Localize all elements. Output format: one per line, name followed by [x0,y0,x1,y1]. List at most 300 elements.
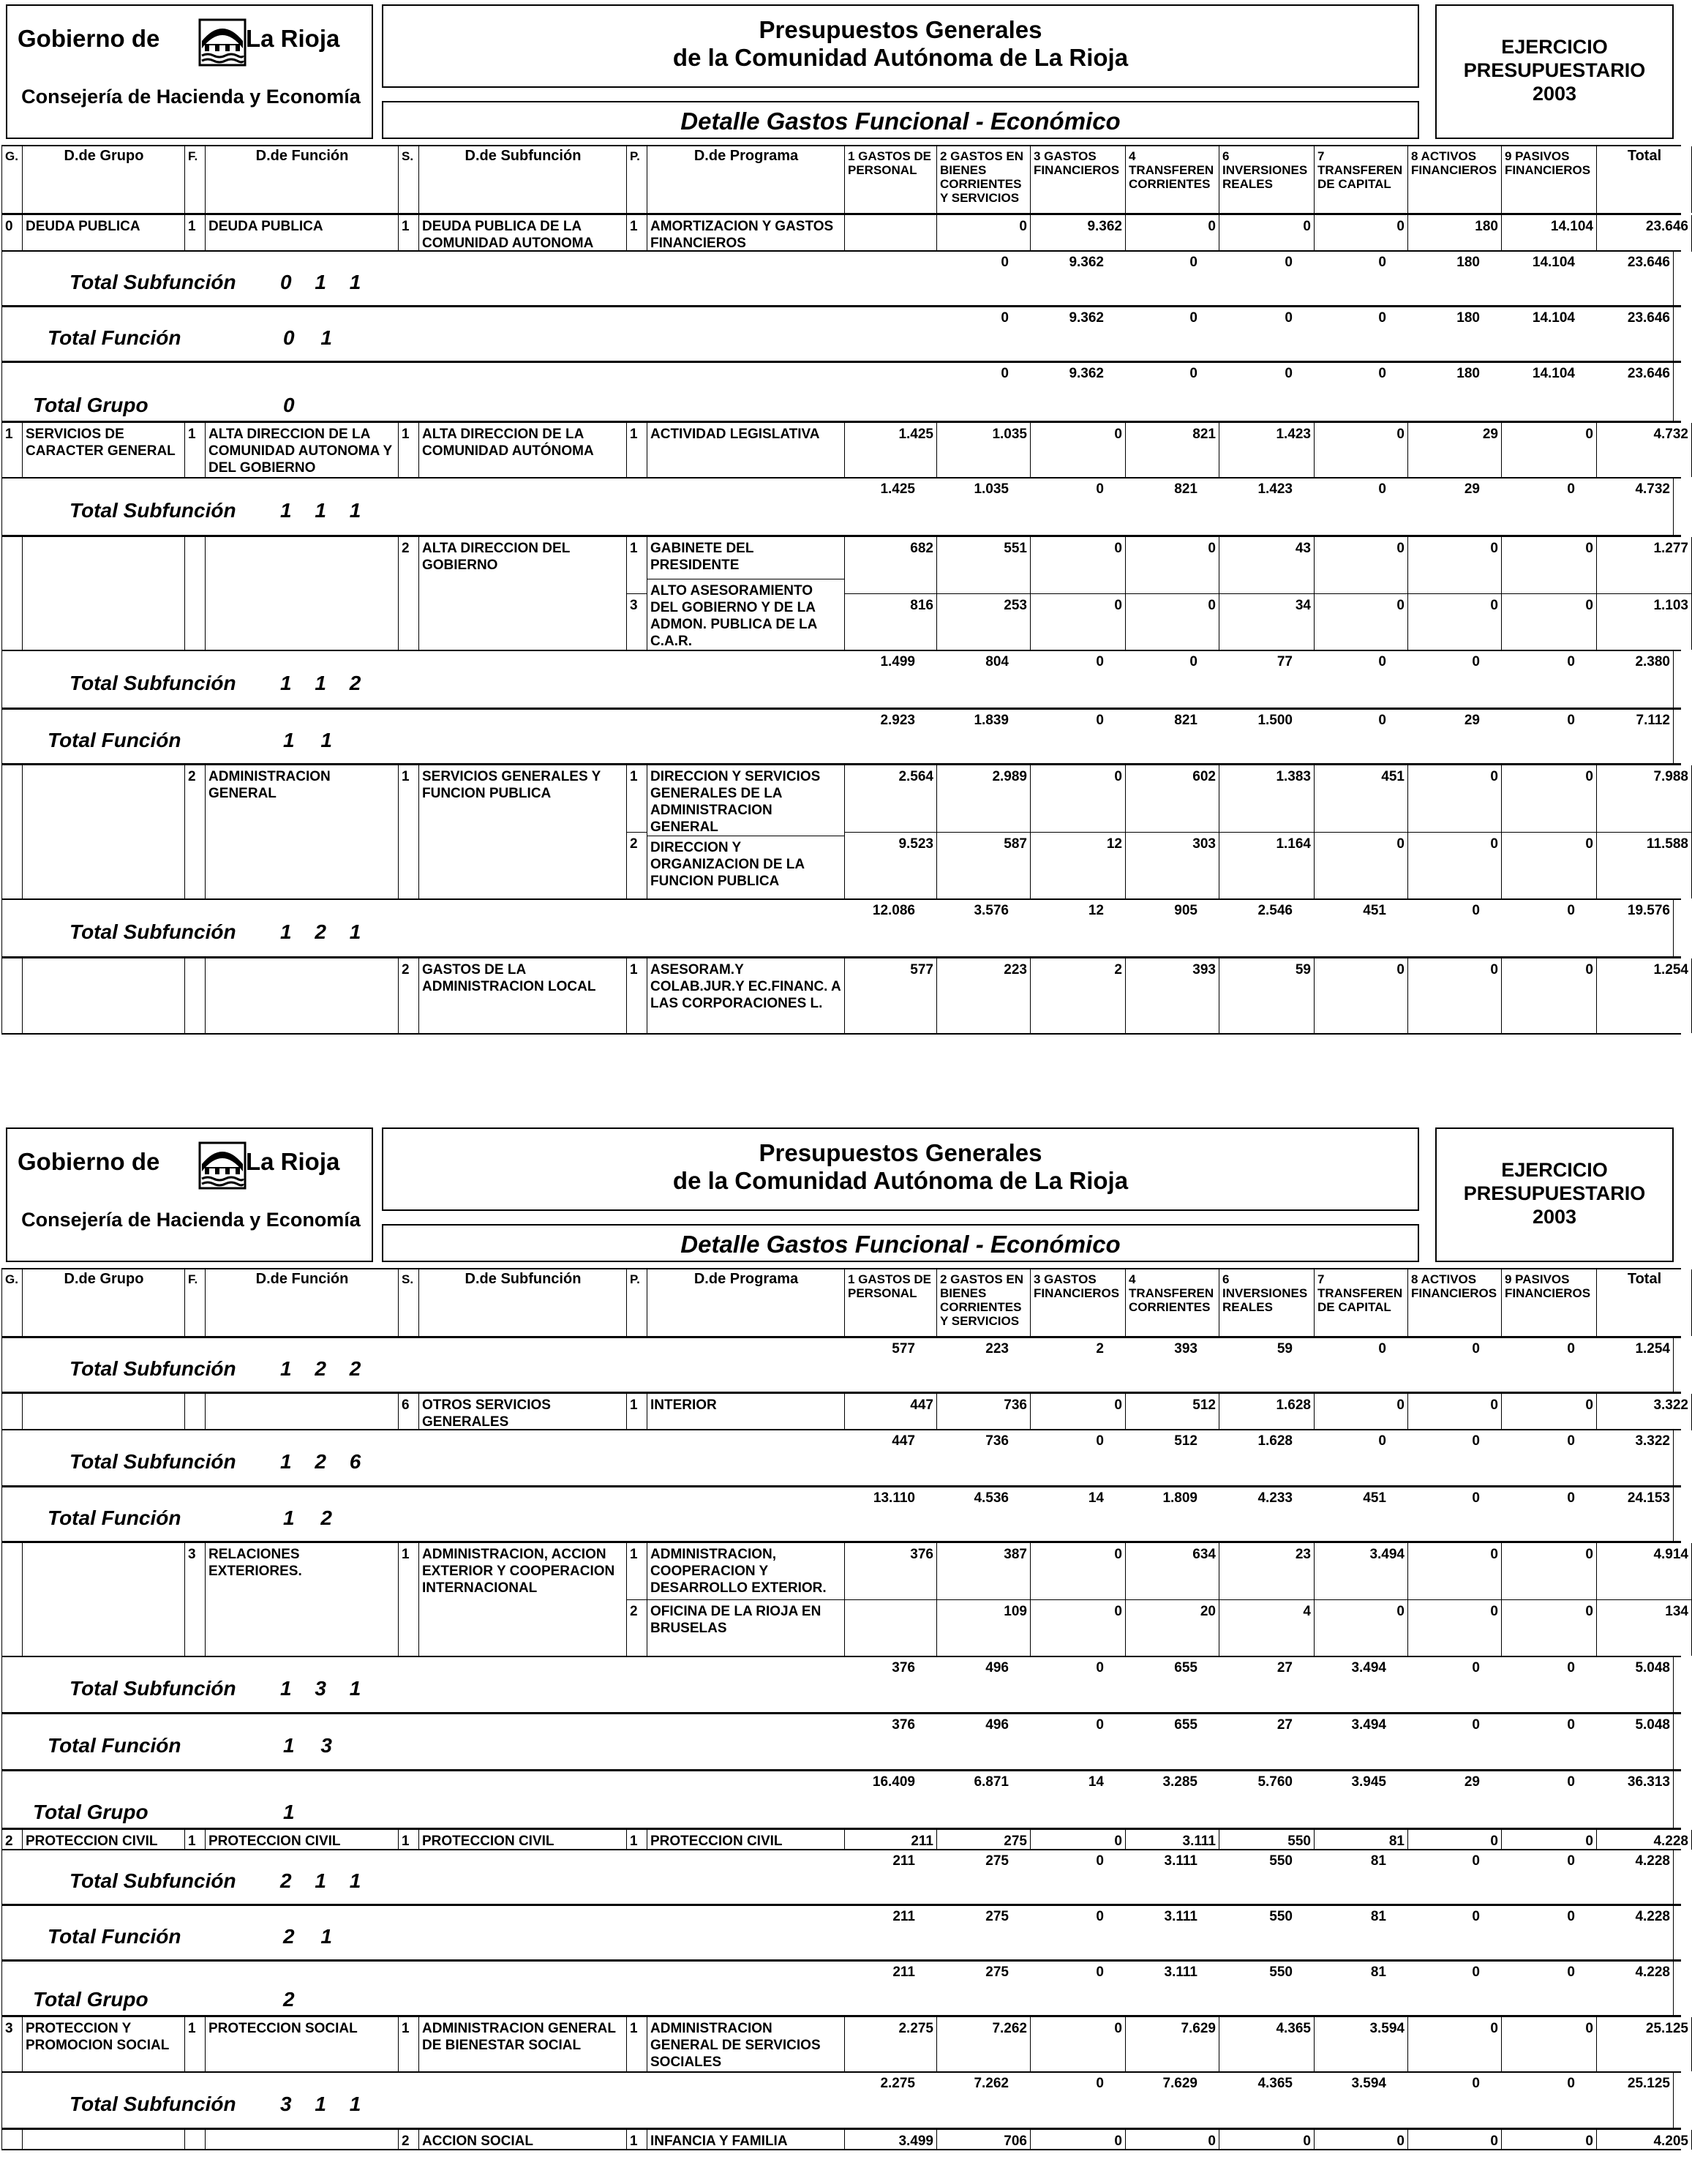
total-amount: 5.760 [1257,1774,1293,1790]
total-label: Total Grupo [33,1801,148,1823]
total-amount: 23.646 [1578,252,1674,305]
amount-cell [1596,215,1692,252]
amount-value: 0 [1490,836,1498,852]
amount-cell [1219,1830,1314,1850]
program-name: ALTO ASESORAMIENTO DEL GOBIERNO Y DE LA ADMON. PUBLICA DE LA C.A.R. [650,583,817,649]
total-amount: 29 [1464,1774,1480,1790]
amount-value: 4.732 [1653,427,1688,442]
funcion-name-cell [205,537,398,650]
total-amount: 0 [1285,310,1293,326]
program-name: PROTECCION CIVIL [650,1834,783,1849]
total-amount: 376 [892,1717,915,1733]
logo-box [6,1127,373,1262]
total-amount: 16.409 [872,1774,915,1790]
amount-value [845,1600,936,1656]
total-amount: 0 [1567,1490,1575,1506]
total-amount: 0 [1096,1717,1104,1733]
amount-value: 1.035 [992,427,1027,442]
ejercicio-label: EJERCICIO [1501,1159,1608,1181]
amount-value: 587 [1004,836,1027,852]
total-amount: 1.809 [1162,1490,1197,1506]
column-header-f: F. [184,1269,205,1336]
total-amount: 0 [1189,255,1197,270]
total-label: Total Subfunción [69,1677,236,1700]
amount-value: 387 [937,1543,1030,1600]
total-amount: 14.104 [1532,310,1575,326]
amount-value: 3.594 [1369,2021,1405,2036]
amount-value: 0 [1126,537,1219,594]
amount-value: 0 [1114,1834,1122,1849]
column-header-c7: 7 TRANSFEREN DE CAPITAL [1314,146,1407,213]
column-header-s: S. [398,1269,418,1336]
total-amount: 376 [892,1660,915,1675]
column-header-c4: 4 TRANSFEREN CORRIENTES [1125,1269,1219,1336]
amount-value: 11.588 [1646,836,1688,852]
amount-value: 7.262 [992,2021,1027,2036]
total-amount: 0 [1472,1909,1480,1924]
subfuncion-name-cell: ADMINISTRACION, ACCION EXTERIOR Y COOPERACION INTERNACIONAL [418,1543,626,1656]
total-label-cell [1,710,826,763]
column-header-c9: 9 PASIVOS FINANCIEROS [1501,1269,1596,1336]
total-amount: 24.153 [1578,1487,1674,1541]
program-name-cell [647,765,844,898]
subfuncion-name-cell: ADMINISTRACION GENERAL DE BIENESTAR SOCIAL [418,2017,626,2071]
funcion-code-cell [184,1394,205,1430]
amount-value: 0 [1585,597,1593,613]
total-amount: 0 [1001,366,1009,381]
total-amount: 9.362 [1069,255,1104,270]
total-amount: 1.425 [880,481,915,497]
total-label-cell [1,307,826,361]
program-name-cell [647,423,844,477]
total-amount: 29 [1464,713,1480,728]
total-label-cell [1,1906,826,1959]
total-amount: 0 [1096,1433,1104,1449]
total-amount: 0 [1472,1490,1480,1506]
amount-value: 253 [1004,597,1027,613]
budget-table [1,1268,1688,2150]
amount-cell [1030,765,1125,898]
amount-cell [1219,765,1314,898]
program-code: 1 [627,1543,647,1600]
program-code: 2 [630,836,638,852]
total-amount: 27 [1276,1717,1293,1733]
total-amount: 211 [892,1853,915,1869]
funcion-name-cell: ALTA DIRECCION DE LA COMUNIDAD AUTONOMA Y DEL GOBIERNO [205,423,398,477]
total-amount: 4.228 [1578,1962,1674,2015]
total-amount: 0 [1472,654,1480,669]
table-row [1,2130,1688,2150]
program-code: 1 [630,2021,638,2036]
amount-cell [1407,958,1501,1033]
amount-value: 0 [1208,597,1216,613]
total-label-cell [1,1850,826,1904]
amount-cell [936,423,1030,477]
total-amount: 1.499 [880,654,915,669]
total-amount: 496 [985,1660,1009,1675]
amount-cell [1501,2017,1596,2071]
subfuncion-code-cell: 2 [398,537,418,650]
total-amount: 0 [1096,1853,1104,1869]
amount-value: 2.275 [898,2021,933,2036]
column-header-c1: 1 GASTOS DE PERSONAL [844,146,936,213]
total-amount: 0 [1096,654,1104,669]
total-amount: 12.086 [872,903,915,918]
amount-value: 0 [1208,219,1216,234]
amount-cell [844,1830,936,1850]
consejeria-label: Consejería de Hacienda y Economía [21,1209,361,1231]
table-row [1,215,1688,252]
program-code: 1 [627,765,647,833]
total-label-cell [1,1771,826,1828]
total-amount: 13.110 [873,1490,915,1506]
total-amount: 3.111 [1164,1853,1197,1869]
group-code-cell: 0 [1,215,22,252]
total-amount: 0 [1378,713,1386,728]
total-amount: 496 [985,1717,1009,1733]
amount-cell [1030,1830,1125,1850]
title-line-1: Presupuestos Generales [759,16,1042,43]
amount-value: 393 [1192,962,1216,977]
total-amount: 180 [1456,310,1480,326]
amount-value: 4.205 [1653,2134,1688,2149]
total-amount: 14 [1088,1774,1104,1790]
amount-value [845,215,936,252]
amount-value: 223 [1004,962,1027,977]
total-amount: 3.494 [1351,1660,1386,1675]
ejercicio-year: 2003 [1532,83,1577,105]
amount-value: 512 [1192,1397,1216,1413]
amount-cell [936,1394,1030,1430]
total-label-cell [1,252,826,305]
amount-value: 3.111 [1182,1834,1216,1849]
amount-value: 0 [1490,962,1498,977]
total-label-cell [1,651,826,708]
program-code-cell [626,765,647,898]
amount-value: 0 [1585,1603,1593,1619]
amount-value: 602 [1126,765,1219,833]
amount-value: 0 [1585,1834,1593,1849]
total-code: 1 3 [283,1734,342,1757]
amount-cell [1219,2017,1314,2071]
column-header-s: S. [398,146,418,213]
amount-cell [1219,423,1314,477]
amount-value: 0 [1315,537,1407,594]
total-funcion-row [1,307,1681,363]
amount-value: 1.164 [1276,836,1311,852]
total-amount: 3.111 [1164,1909,1197,1924]
total-amount: 0 [1096,1660,1104,1675]
column-header-c2: 2 GASTOS EN BIENES CORRIENTES Y SERVICIOS [936,146,1030,213]
amount-cell [1125,2130,1219,2150]
total-code: 1 1 1 [280,499,370,522]
total-code: 3 1 1 [280,2093,370,2115]
amount-value: 0 [1502,1543,1596,1600]
total-code: 0 1 [283,326,342,349]
total-amount: 0 [1378,310,1386,326]
column-header-f: F. [184,146,205,213]
amount-value: 34 [1295,597,1311,613]
total-amount: 1.628 [1257,1433,1293,1449]
subfuncion-name-cell: PROTECCION CIVIL [418,1830,626,1850]
column-header-c1: 1 GASTOS DE PERSONAL [844,1269,936,1336]
amount-cell [844,537,936,650]
amount-value: 9.523 [898,836,933,852]
column-header-c9: 9 PASIVOS FINANCIEROS [1501,146,1596,213]
total-code: 1 2 1 [280,920,370,943]
report-title [382,1127,1419,1211]
amount-cell [1030,537,1125,650]
group-name-cell [22,765,184,898]
funcion-code-cell: 1 [184,423,205,477]
amount-cell [1596,958,1692,1033]
amount-cell [1314,423,1407,477]
total-amount: 23.646 [1578,307,1674,361]
subfuncion-code-cell: 1 [398,2017,418,2071]
amount-cell [844,2017,936,2071]
program-code: 1 [630,427,638,442]
total-code: 2 1 1 [280,1869,370,1892]
amount-cell [1030,1394,1125,1430]
amount-value: 577 [910,962,933,977]
total-label: Total Función [48,729,181,751]
total-amount: 0 [1567,654,1575,669]
amount-cell [1219,1394,1314,1430]
total-amount: 905 [1174,903,1197,918]
total-amount: 0 [1378,1341,1386,1356]
amount-value: 736 [1004,1397,1027,1413]
amount-cell [1314,765,1407,898]
amount-value: 1.254 [1653,962,1688,977]
amount-cell [1030,2017,1125,2071]
column-header-total: Total [1596,146,1692,213]
program-name: AMORTIZACION Y GASTOS FINANCIEROS [650,219,834,251]
total-amount: 655 [1174,1717,1197,1733]
amount-value: 303 [1192,836,1216,852]
amount-value: 0 [1114,597,1122,613]
gobierno-label: Gobierno de [18,25,160,52]
program-code: 1 [630,219,638,234]
title-line-2: de la Comunidad Autónoma de La Rioja [672,1167,1129,1194]
total-amount: 25.125 [1578,2073,1674,2128]
total-code: 1 [283,1801,304,1823]
amount-cell [844,215,936,252]
total-subfuncion-row [1,1657,1681,1714]
funcion-code-cell [184,2130,205,2150]
amount-value: 0 [1585,962,1593,977]
total-amount: 29 [1464,481,1480,497]
presupuestario-label: PRESUPUESTARIO [1463,1182,1646,1204]
program-code-cell [626,1543,647,1656]
amount-cell [1125,537,1219,650]
program-name: INTERIOR [650,1397,717,1413]
program-name: ADMINISTRACION, COOPERACION Y DESARROLLO EXTERIOR. [647,1543,844,1600]
column-header-d_funcion: D.de Función [205,1269,398,1336]
amount-cell [1219,215,1314,252]
total-amount: 3.285 [1162,1774,1197,1790]
amount-value: 2.564 [845,765,936,833]
subfuncion-name-cell: ALTA DIRECCION DEL GOBIERNO [418,537,626,650]
total-amount: 4.732 [1578,479,1674,535]
total-subfuncion-row [1,479,1681,537]
total-amount: 4.228 [1578,1906,1674,1959]
report-page [0,0,1688,1061]
subfuncion-name-cell: ALTA DIRECCION DE LA COMUNIDAD AUTÓNOMA [418,423,626,477]
program-name-cell [647,2130,844,2150]
total-amount: 9.362 [1069,310,1104,326]
ejercicio-box [1435,1127,1674,1262]
total-amount: 0 [1285,255,1293,270]
total-amount [826,307,918,361]
table-row [1,1394,1688,1430]
total-label: Total Función [48,1506,181,1529]
amount-cell [1219,1543,1314,1656]
table-row [1,958,1688,1035]
total-subfuncion-row [1,1430,1681,1487]
amount-value: 23 [1219,1543,1314,1600]
program-code-cell [626,423,647,477]
funcion-name-cell [205,958,398,1033]
funcion-code-cell [184,537,205,650]
funcion-code-cell: 3 [184,1543,205,1656]
amount-cell [1501,765,1596,898]
table-row [1,1543,1688,1657]
amount-value: 1.103 [1653,597,1688,613]
group-name-cell [22,958,184,1033]
amount-value: 81 [1388,1834,1405,1849]
amount-cell [1501,1830,1596,1850]
amount-value: 1.277 [1597,537,1691,594]
amount-value: 682 [845,537,936,594]
total-label: Total Subfunción [69,271,236,293]
total-amount [826,252,918,305]
total-amount: 0 [1567,2076,1575,2091]
total-amount: 6.871 [974,1774,1009,1790]
group-code-cell: 3 [1,2017,22,2071]
report-subtitle: Detalle Gastos Funcional - Económico [382,1224,1419,1262]
amount-cell [844,1394,936,1430]
ejercicio-label: EJERCICIO [1501,36,1608,58]
column-header-c6: 6 INVERSIONES REALES [1219,146,1314,213]
amount-cell [1030,2130,1125,2150]
total-amount: 0 [1567,481,1575,497]
amount-value: 0 [1019,219,1027,234]
total-amount: 0 [1378,255,1386,270]
amount-value: 43 [1219,537,1314,594]
total-amount: 0 [1567,1909,1575,1924]
amount-cell [1407,1830,1501,1850]
program-name-cell [647,1543,844,1656]
amount-value: 1.628 [1276,1397,1311,1413]
total-amount: 451 [1363,1490,1386,1506]
subfuncion-code-cell: 1 [398,423,418,477]
total-label-cell [1,900,826,956]
program-name: ACTIVIDAD LEGISLATIVA [650,427,820,442]
amount-cell [936,958,1030,1033]
total-label: Total Grupo [33,1988,148,2011]
total-amount: 0 [1378,1433,1386,1449]
amount-cell [1219,537,1314,650]
la-rioja-label: La Rioja [246,1148,340,1175]
program-code-cell [626,537,647,650]
total-amount: 0 [1567,1341,1575,1356]
total-amount: 5.048 [1578,1657,1674,1712]
subfuncion-code-cell: 1 [398,765,418,898]
consejeria-label: Consejería de Hacienda y Economía [21,86,361,108]
program-code-cell [626,1830,647,1850]
total-amount: 3.945 [1351,1774,1386,1790]
amount-cell [1125,2017,1219,2071]
column-header-p: P. [626,1269,647,1336]
total-amount: 1.035 [974,481,1009,497]
total-funcion-row [1,710,1681,765]
total-funcion-row [1,1714,1681,1771]
amount-cell [1501,423,1596,477]
column-header-c2: 2 GASTOS EN BIENES CORRIENTES Y SERVICIOS [936,1269,1030,1336]
funcion-code-cell: 1 [184,1830,205,1850]
amount-cell [1596,765,1692,898]
amount-value: 1.423 [1276,427,1311,442]
total-amount: 1.254 [1578,1338,1674,1392]
amount-cell [844,423,936,477]
amount-cell [1314,537,1407,650]
subfuncion-code-cell: 1 [398,215,418,252]
column-header-c3: 3 GASTOS FINANCIEROS [1030,146,1125,213]
total-code: 1 2 [283,1506,342,1529]
total-amount: 81 [1370,1853,1386,1869]
amount-cell [1314,1830,1407,1850]
amount-cell [1596,1394,1692,1430]
total-subfuncion-row [1,2073,1681,2130]
total-label: Total Subfunción [69,920,236,943]
program-name: ASESORAM.Y COLAB.JUR.Y EC.FINANC. A LAS CORPORACIONES L. [650,962,841,1011]
total-amount: 14.104 [1532,255,1575,270]
total-amount: 0 [1378,481,1386,497]
group-name-cell: SERVICIOS DE CARACTER GENERAL [22,423,184,477]
amount-cell [1219,958,1314,1033]
amount-value: 4.228 [1653,1834,1688,1849]
amount-cell [1219,2130,1314,2150]
total-amount: 27 [1276,1660,1293,1675]
column-header-c8: 8 ACTIVOS FINANCIEROS [1407,1269,1501,1336]
total-label-cell [1,1338,826,1392]
total-code: 1 3 1 [280,1677,370,1700]
amount-value: 551 [937,537,1030,594]
amount-cell [1314,2017,1407,2071]
total-amount: 0 [1096,713,1104,728]
program-code: 1 [630,962,638,977]
total-amount: 7.262 [974,2076,1009,2091]
total-subfuncion-row [1,1850,1681,1906]
funcion-name-cell: RELACIONES EXTERIORES. [205,1543,398,1656]
total-amount: 0 [1472,903,1480,918]
amount-value: 211 [911,1834,933,1849]
amount-value: 109 [1004,1603,1027,1619]
amount-cell [1125,765,1219,898]
total-amount: 655 [1174,1660,1197,1675]
total-subfuncion-row [1,900,1681,958]
total-amount: 14.104 [1532,366,1575,381]
amount-value: 1.383 [1219,765,1314,833]
la-rioja-label: La Rioja [246,25,340,52]
amount-value: 3.322 [1653,1397,1688,1413]
total-amount: 2.546 [1257,903,1293,918]
column-header-c3: 3 GASTOS FINANCIEROS [1030,1269,1125,1336]
amount-value: 0 [1585,427,1593,442]
total-amount: 19.576 [1578,900,1674,956]
total-label: Total Subfunción [69,499,236,522]
total-amount: 804 [985,654,1009,669]
